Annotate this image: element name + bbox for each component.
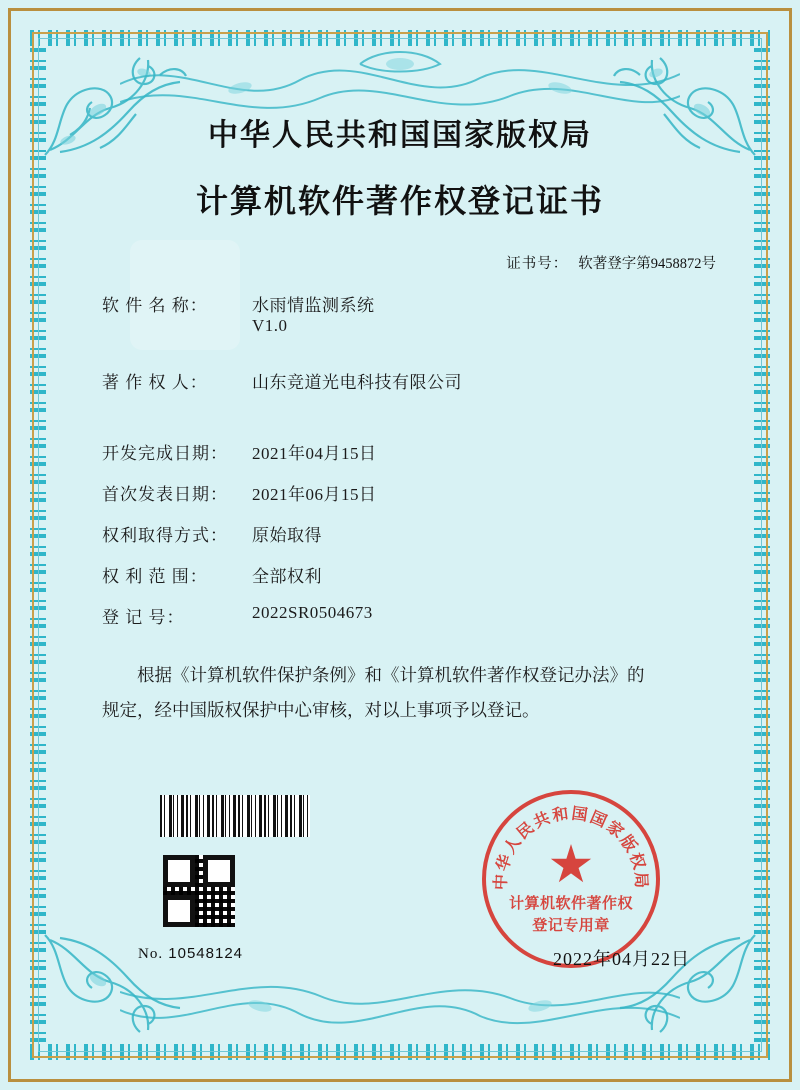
qr-code-image: [163, 855, 235, 927]
field-registration-number: [60, 603, 740, 628]
field-value: 2021年06月15日: [252, 485, 377, 504]
seal-center-text: [486, 894, 656, 938]
field-value-line1: 水雨情监测系统: [252, 296, 375, 315]
field-value: [252, 291, 740, 336]
seal-arc-textpath: 中华人民共和国国家版权局: [492, 805, 650, 891]
seal-line-2: 登记专用章: [532, 917, 610, 934]
field-value: 山东竞道光电科技有限公司: [252, 373, 462, 392]
serial-prefix: No.: [138, 946, 164, 962]
field-label: 著 作 权 人：: [102, 373, 208, 392]
certificate-title: 计算机软件著作权登记证书: [195, 183, 604, 219]
field-label: 首次发表日期：: [102, 485, 228, 504]
issuer-title: 中华人民共和国国家版权局: [208, 119, 592, 152]
official-seal: [482, 790, 660, 968]
barcode-image: [160, 795, 310, 837]
certificate-number-label: 证书号：: [506, 256, 569, 272]
legal-statement: [60, 658, 740, 728]
serial-value: 10548124: [168, 945, 244, 962]
field-label: 登 记 号：: [102, 608, 185, 627]
serial-number: [138, 945, 243, 963]
field-label: 权利取得方式：: [102, 526, 228, 545]
certificate-content: [60, 110, 740, 728]
field-rights-scope: [60, 562, 740, 587]
seal-arc-text: [486, 794, 656, 964]
legal-statement-line1: 根据《计算机软件保护条例》和《计算机软件著作权登记办法》的: [137, 665, 645, 685]
field-label: 权 利 范 围：: [102, 567, 208, 586]
field-value: 全部权利: [252, 567, 322, 586]
qr-code: [163, 855, 235, 927]
legal-statement-line2: 规定，经中国版权保护中心审核，对以上事项予以登记。: [102, 700, 540, 720]
seal-line-1: 计算机软件著作权: [508, 896, 633, 912]
field-label: 开发完成日期：: [102, 444, 228, 463]
field-acquisition-method: [60, 521, 740, 546]
field-software-name: [60, 291, 740, 336]
field-development-date: [60, 439, 740, 464]
field-value-line2: V1.0: [252, 316, 288, 335]
qr-eye-icon: [163, 895, 195, 927]
issue-date: 2022年04月22日: [553, 949, 690, 969]
field-label: 软 件 名 称：: [102, 296, 208, 315]
field-copyright-owner: [60, 368, 740, 393]
certificate-number-row: [60, 252, 740, 273]
field-first-publish-date: [60, 480, 740, 505]
barcode: [160, 795, 310, 837]
field-value: 2021年04月15日: [252, 444, 377, 463]
field-value: 原始取得: [252, 526, 322, 545]
certificate-number-value: 软著登字第9458872号: [578, 256, 716, 272]
field-value: 2022SR0504673: [252, 603, 373, 622]
